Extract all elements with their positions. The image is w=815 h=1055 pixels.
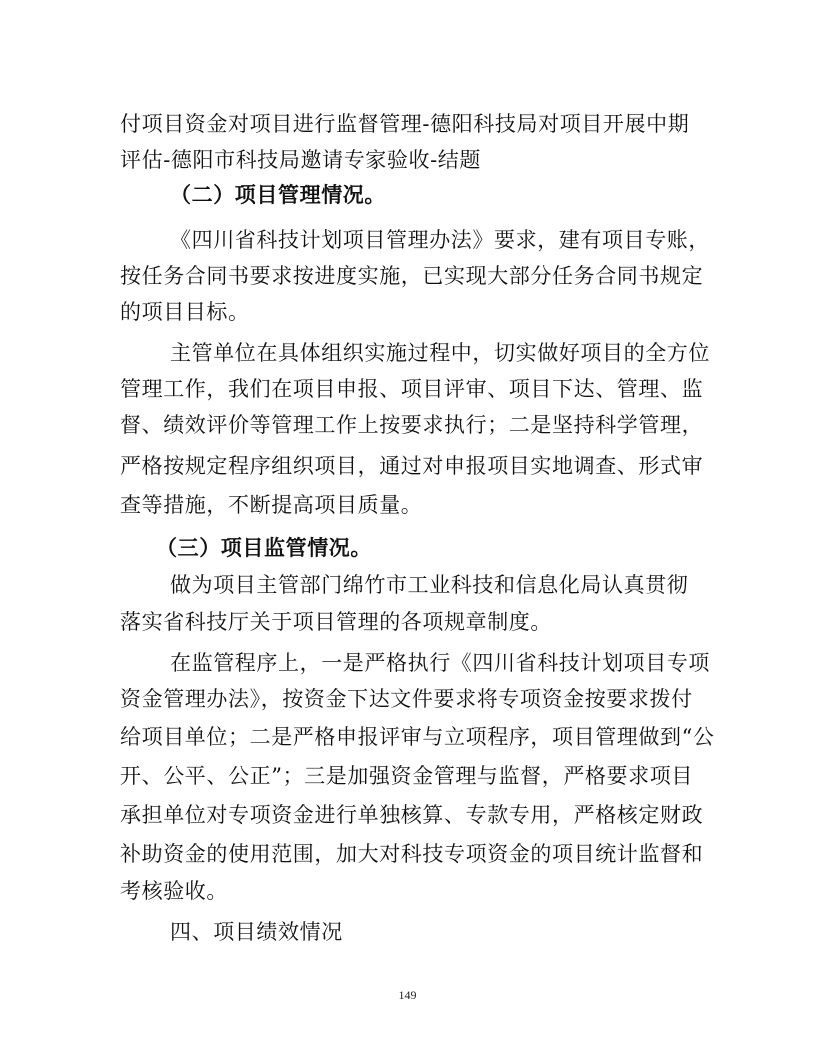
paragraph-line: 做为项目主管部门绵竹市工业科技和信息化局认真贯彻 [170,573,689,597]
paragraph-line: 评估-德阳市科技局邀请专家验收-结题 [120,148,481,172]
paragraph-line: 《四川省科技计划项目管理办法》要求，建有项目专账， [170,228,710,252]
paragraph-line: 督、绩效评价等管理工作上按要求执行；二是坚持科学管理， [120,413,704,437]
paragraph-line: 严格按规定程序组织项目，通过对申报项目实地调查、形式审 [120,454,704,478]
paragraph-line: 给项目单位；二是严格申报评审与立项程序，项目管理做到“公 [120,725,715,749]
paragraph-line: 补助资金的使用范围，加大对科技专项资金的项目统计监督和 [120,842,704,866]
paragraph-line: 付项目资金对项目进行监督管理-德阳科技局对项目开展中期 [120,112,690,136]
paragraph-line: 管理工作，我们在项目申报、项目评审、项目下达、管理、监 [120,377,704,401]
page-number: 149 [398,988,417,1002]
paragraph-line: 落实省科技厅关于项目管理的各项规章制度。 [120,610,552,634]
paragraph-line: 考核验收。 [120,879,228,903]
paragraph-line: 在监管程序上，一是严格执行《四川省科技计划项目专项 [170,651,710,675]
paragraph-line: 按任务合同书要求按进度实施，已实现大部分任务合同书规定 [120,264,704,288]
paragraph-line: 查等措施，不断提高项目质量。 [120,493,423,517]
section-heading-project-performance: 四、项目绩效情况 [170,920,343,944]
section-heading-project-management: （二）项目管理情况。 [170,183,386,207]
paragraph-line: 承担单位对专项资金进行单独核算、专款专用，严格核定财政 [120,803,704,827]
section-heading-project-supervision: （三）项目监管情况。 [156,536,372,560]
paragraph-line: 的项目目标。 [120,300,250,324]
paragraph-line: 开、公平、公正”；三是加强资金管理与监督，严格要求项目 [120,764,693,788]
paragraph-line: 主管单位在具体组织实施过程中，切实做好项目的全方位 [170,341,710,365]
paragraph-line: 资金管理办法》，按资金下达文件要求将专项资金按要求拨付 [120,687,693,711]
